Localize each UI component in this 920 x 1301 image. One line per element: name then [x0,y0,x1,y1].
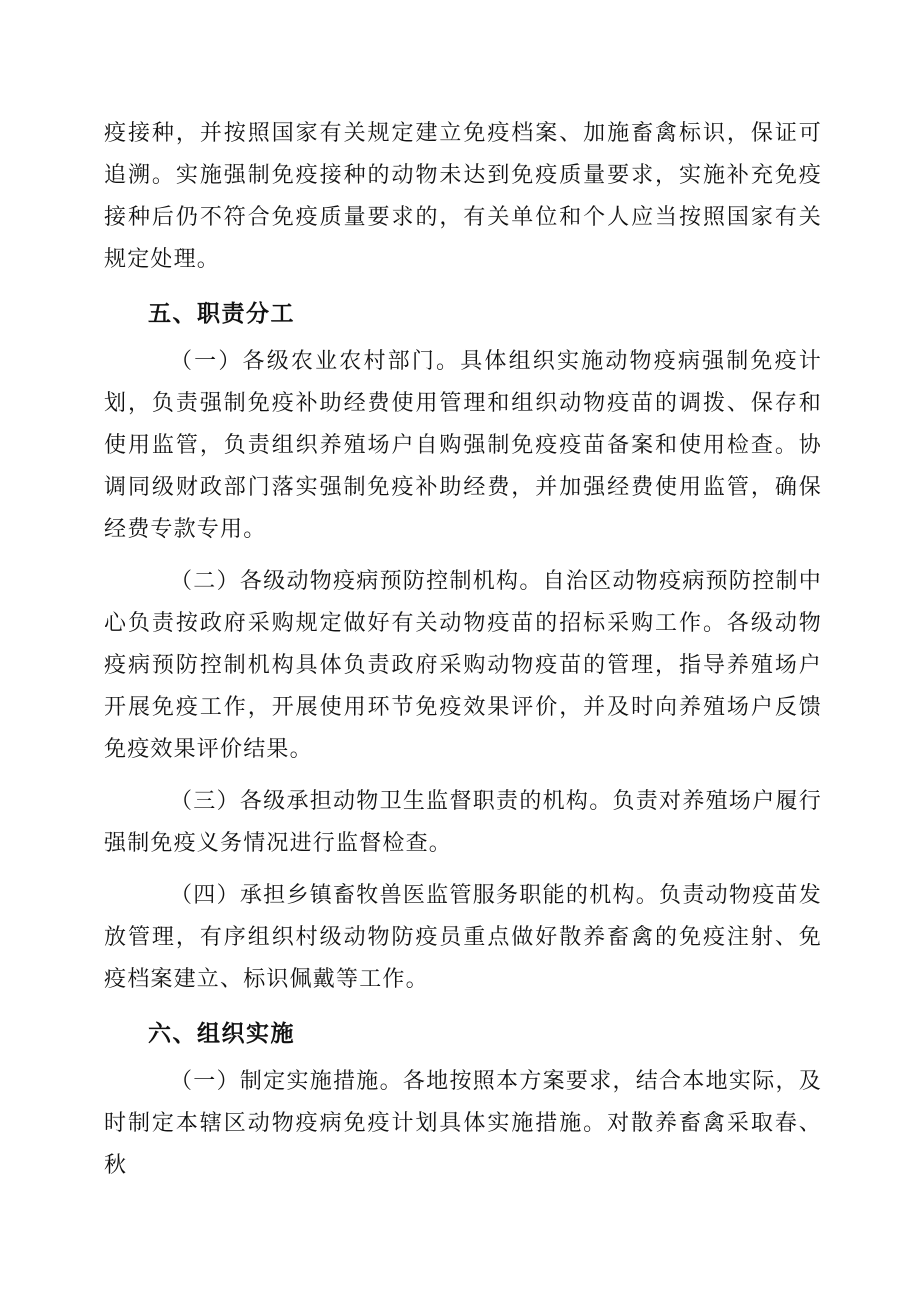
document-body [104,113,822,1187]
section-heading-responsibilities: 五、职责分工 [148,301,295,327]
paragraph-agriculture-departments: （一）各级农业农村部门。具体组织实施动物疫病强制免疫计划，负责强制免疫补助经费使用管理和组织动物疫苗的调拨、保存和使用监管，负责组织养殖场户自购强制免疫疫苗备案和使用检查。协调同级财政部门落实强制免疫补助经费，并加强经费使用监管，确保经费专款专用。 [104,349,822,542]
paragraph-immunization-continuation: 疫接种，并按照国家有关规定建立免疫档案、加施畜禽标识，保证可追溯。实施强制免疫接种的动物未达到免疫质量要求，实施补充免疫接种后仍不符合免疫质量要求的，有关单位和个人应当按照国家有关规定处理。 [104,121,822,272]
section-heading-implementation: 六、组织实施 [148,1021,295,1047]
paragraph-health-supervision-institutions: （三）各级承担动物卫生监督职责的机构。负责对养殖场户履行强制免疫义务情况进行监督检查。 [104,789,822,856]
paragraph-township-veterinary-institutions: （四）承担乡镇畜牧兽医监管服务职能的机构。负责动物疫苗发放管理，有序组织村级动物防疫员重点做好散养畜禽的免疫注射、免疫档案建立、标识佩戴等工作。 [104,883,822,992]
paragraph-implementation-measures: （一）制定实施措施。各地按照本方案要求，结合本地实际，及时制定本辖区动物疫病免疫计划具体实施措施。对散养畜禽采取春、秋 [104,1069,822,1178]
paragraph-disease-control-institutions: （二）各级动物疫病预防控制机构。自治区动物疫病预防控制中心负责按政府采购规定做好有关动物疫苗的招标采购工作。各级动物疫病预防控制机构具体负责政府采购动物疫苗的管理，指导养殖场户开展免疫工作，开展使用环节免疫效果评价，并及时向养殖场户反馈免疫效果评价结果。 [104,569,822,762]
